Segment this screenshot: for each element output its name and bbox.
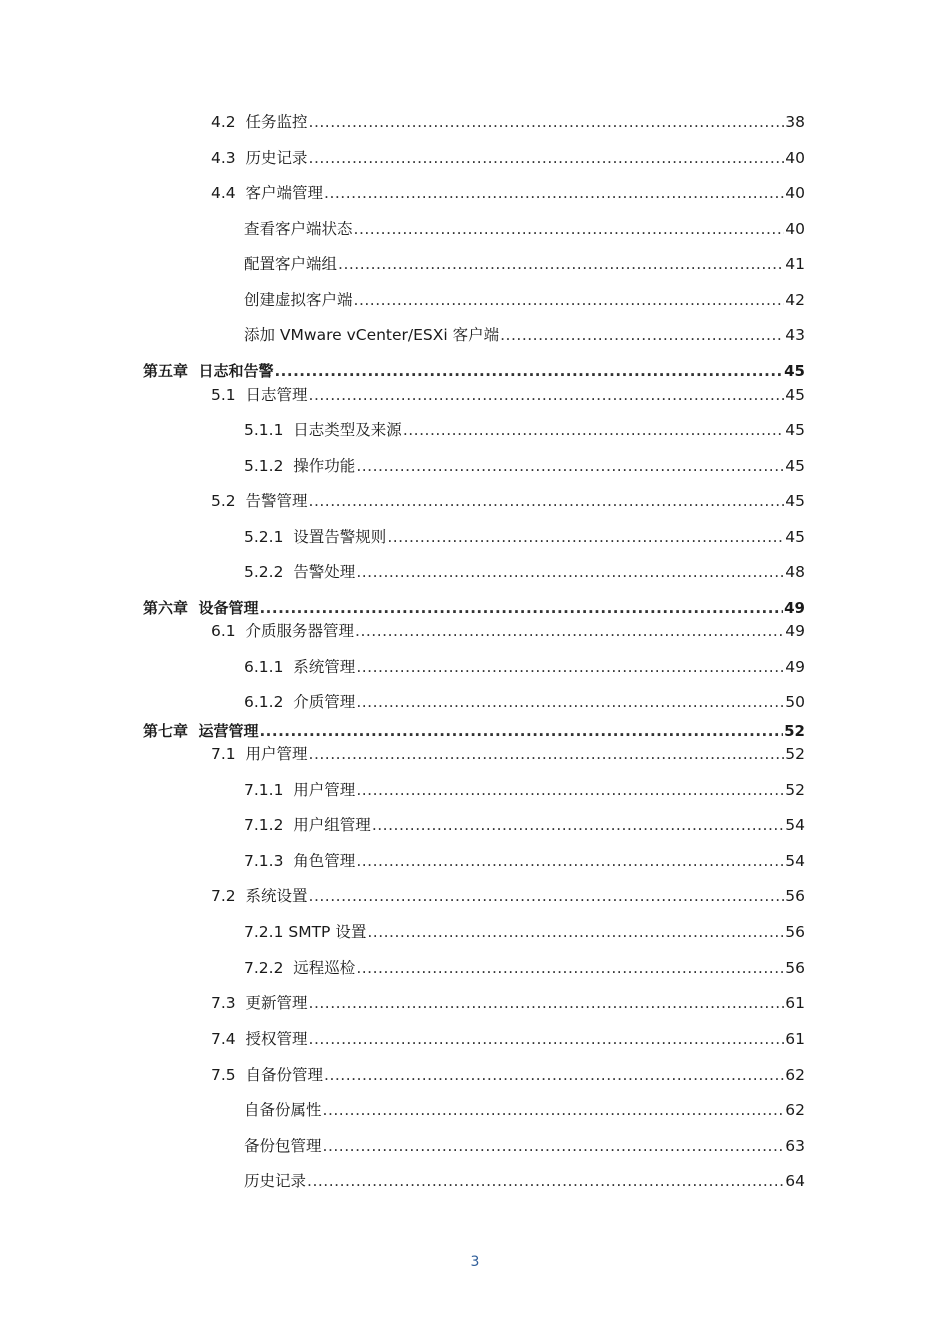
toc-dot-leader: [355, 619, 784, 643]
toc-dot-leader: [403, 418, 784, 442]
toc-entry-number: 7.2.2: [244, 959, 294, 977]
toc-entry-page: 54: [785, 816, 805, 834]
toc-dot-leader: [356, 778, 784, 802]
toc-entry[interactable]: [244, 418, 805, 442]
toc-entry-number: 第七章: [143, 722, 199, 740]
toc-dot-leader: [356, 655, 784, 679]
toc-dot-leader: [307, 1169, 784, 1193]
toc-entry-title: SMTP 设置: [288, 923, 367, 941]
toc-dot-leader: [372, 813, 784, 837]
toc-entry-title: 远程巡检: [293, 959, 356, 977]
toc-entry-page: 52: [785, 781, 805, 799]
toc-entry-page: 40: [785, 149, 805, 167]
toc-dot-leader: [356, 560, 784, 584]
toc-entry-title: 创建虚拟客户端: [244, 291, 353, 309]
toc-entry-title: 更新管理: [245, 994, 308, 1012]
toc-entry[interactable]: [211, 110, 805, 134]
toc-entry-page: 56: [785, 959, 805, 977]
toc-entry-page: 41: [785, 255, 805, 273]
toc-entry-page: 50: [785, 693, 805, 711]
toc-entry-number: 6.1: [211, 622, 246, 640]
toc-entry[interactable]: [244, 217, 805, 241]
toc-entry-title: 角色管理: [293, 852, 356, 870]
toc-entry-number: 6.1.2: [244, 693, 294, 711]
toc-entry-title: 查看客户端状态: [244, 220, 353, 238]
toc-entry-title: 授权管理: [245, 1030, 308, 1048]
toc-entry-number: 7.3: [211, 994, 246, 1012]
toc-entry-number: 5.2.1: [244, 528, 294, 546]
toc-entry-page: 45: [785, 492, 805, 510]
toc-entry[interactable]: [211, 884, 805, 908]
toc-entry-page: 49: [784, 599, 805, 617]
toc-entry-number: 7.1.1: [244, 781, 294, 799]
toc-entry[interactable]: [211, 742, 805, 766]
toc-entry[interactable]: [244, 1134, 805, 1158]
toc-entry-page: 48: [785, 563, 805, 581]
toc-entry-title: 介质服务器管理: [245, 622, 355, 640]
toc-dot-leader: [324, 181, 784, 205]
toc-dot-leader: [309, 884, 785, 908]
toc-entry[interactable]: [244, 920, 805, 944]
toc-entry-page: 43: [785, 326, 805, 344]
toc-entry-number: 7.1: [211, 745, 246, 763]
toc-entry-number: 7.5: [211, 1066, 246, 1084]
toc-entry-title: 历史记录: [245, 149, 308, 167]
toc-entry-title: 告警处理: [293, 563, 356, 581]
toc-entry-page: 64: [785, 1172, 805, 1190]
toc-entry[interactable]: [244, 956, 805, 980]
toc-entry-title: 用户管理: [245, 745, 308, 763]
toc-entry-title: 运营管理: [198, 722, 259, 740]
toc-dot-leader: [309, 991, 785, 1015]
toc-entry-page: 45: [785, 421, 805, 439]
toc-entry-number: 7.1.3: [244, 852, 294, 870]
toc-dot-leader: [309, 1027, 785, 1051]
toc-dot-leader: [259, 596, 783, 620]
toc-entry-page: 54: [785, 852, 805, 870]
toc-dot-leader: [356, 690, 784, 714]
toc-entry-page: 62: [785, 1066, 805, 1084]
toc-dot-leader: [274, 359, 783, 383]
toc-entry-title: 自备份属性: [244, 1101, 322, 1119]
toc-entry-page: 52: [785, 745, 805, 763]
toc-entry-title: 自备份管理: [245, 1066, 324, 1084]
toc-entry-title: 日志和告警: [198, 362, 274, 380]
toc-dot-leader: [356, 956, 784, 980]
toc-entry-title: 日志管理: [245, 386, 308, 404]
toc-entry-number: 6.1.1: [244, 658, 294, 676]
toc-entry[interactable]: [211, 181, 805, 205]
toc-entry[interactable]: [211, 1027, 805, 1051]
toc-dot-leader: [338, 252, 784, 276]
toc-dot-leader: [309, 383, 785, 407]
toc-dot-leader: [323, 1098, 785, 1122]
toc-entry-page: 40: [785, 220, 805, 238]
toc-dot-leader: [387, 525, 784, 549]
toc-entry[interactable]: [211, 1063, 805, 1087]
toc-entry-number: 第六章: [143, 599, 199, 617]
page-number: 3: [470, 1254, 480, 1270]
toc-entry-title: 日志类型及来源: [293, 421, 402, 439]
toc-entry-number: 7.2: [211, 887, 246, 905]
toc-entry-title: 用户组管理: [293, 816, 371, 834]
toc-chapter-entry[interactable]: [143, 596, 805, 620]
toc-entry-page: 61: [785, 1030, 805, 1048]
toc-entry[interactable]: [211, 383, 805, 407]
toc-dot-leader: [309, 489, 785, 513]
toc-entry[interactable]: [244, 813, 805, 837]
toc-entry[interactable]: [244, 323, 805, 347]
toc-chapter-entry[interactable]: [143, 359, 805, 383]
toc-entry-title: 介质管理: [293, 693, 356, 711]
toc-entry-number: 7.2.1: [244, 923, 289, 941]
toc-entry-page: 38: [785, 113, 805, 131]
toc-entry-number: 5.2: [211, 492, 246, 510]
toc-entry-title: 客户端管理: [245, 184, 324, 202]
toc-entry-number: 4.4: [211, 184, 246, 202]
toc-entry-page: 56: [785, 923, 805, 941]
toc-entry-page: 45: [785, 457, 805, 475]
toc-entry[interactable]: [244, 655, 805, 679]
toc-entry-title: 操作功能: [293, 457, 356, 475]
toc-entry[interactable]: [244, 454, 805, 478]
toc-dot-leader: [309, 742, 785, 766]
toc-dot-leader: [500, 323, 784, 347]
toc-entry[interactable]: [244, 252, 805, 276]
toc-entry-page: 52: [784, 722, 805, 740]
toc-entry-title: 添加 VMware vCenter/ESXi 客户端: [244, 326, 500, 344]
toc-entry[interactable]: [244, 690, 805, 714]
toc-entry-page: 45: [785, 528, 805, 546]
toc-entry-number: 第五章: [143, 362, 199, 380]
toc-entry-page: 42: [785, 291, 805, 309]
toc-entry-title: 设置告警规则: [293, 528, 387, 546]
toc-dot-leader: [356, 849, 784, 873]
toc-dot-leader: [354, 288, 785, 312]
toc-dot-leader: [324, 1063, 784, 1087]
toc-entry[interactable]: [244, 288, 805, 312]
toc-entry[interactable]: [244, 525, 805, 549]
toc-entry[interactable]: [211, 991, 805, 1015]
toc-entry-title: 告警管理: [245, 492, 308, 510]
toc-entry-number: 7.4: [211, 1030, 246, 1048]
toc-entry-page: 40: [785, 184, 805, 202]
toc-entry[interactable]: [244, 1169, 805, 1193]
toc-entry-page: 45: [785, 386, 805, 404]
toc-entry-title: 设备管理: [198, 599, 259, 617]
toc-entry-page: 45: [784, 362, 805, 380]
toc-dot-leader: [356, 454, 784, 478]
toc-entry-title: 用户管理: [293, 781, 356, 799]
toc-entry-title: 系统管理: [293, 658, 356, 676]
toc-entry-title: 历史记录: [244, 1172, 307, 1190]
toc-dot-leader: [259, 719, 783, 743]
toc-entry-number: 7.1.2: [244, 816, 294, 834]
toc-entry[interactable]: [211, 619, 805, 643]
toc-entry-page: 49: [785, 622, 805, 640]
toc-entry[interactable]: [244, 560, 805, 584]
toc-entry[interactable]: [244, 1098, 805, 1122]
toc-entry-number: 5.1.1: [244, 421, 294, 439]
toc-entry-page: 63: [785, 1137, 805, 1155]
toc-entry-number: 5.1.2: [244, 457, 294, 475]
toc-dot-leader: [309, 146, 785, 170]
toc-entry-number: 4.3: [211, 149, 246, 167]
toc-entry-number: 5.1: [211, 386, 246, 404]
toc-entry-page: 61: [785, 994, 805, 1012]
toc-entry-page: 56: [785, 887, 805, 905]
toc-entry-page: 49: [785, 658, 805, 676]
toc-entry-title: 配置客户端组: [244, 255, 338, 273]
toc-chapter-entry[interactable]: [143, 719, 805, 743]
toc-entry-page: 62: [785, 1101, 805, 1119]
toc-dot-leader: [367, 920, 784, 944]
toc-entry-title: 系统设置: [245, 887, 308, 905]
toc-dot-leader: [323, 1134, 785, 1158]
toc-entry-title: 任务监控: [245, 113, 308, 131]
toc-entry-number: 4.2: [211, 113, 246, 131]
toc-dot-leader: [354, 217, 785, 241]
toc-dot-leader: [309, 110, 785, 134]
toc-entry[interactable]: [244, 849, 805, 873]
toc-entry[interactable]: [211, 489, 805, 513]
toc-entry[interactable]: [244, 778, 805, 802]
toc-entry-number: 5.2.2: [244, 563, 294, 581]
toc-entry-title: 备份包管理: [244, 1137, 322, 1155]
toc-entry[interactable]: [211, 146, 805, 170]
